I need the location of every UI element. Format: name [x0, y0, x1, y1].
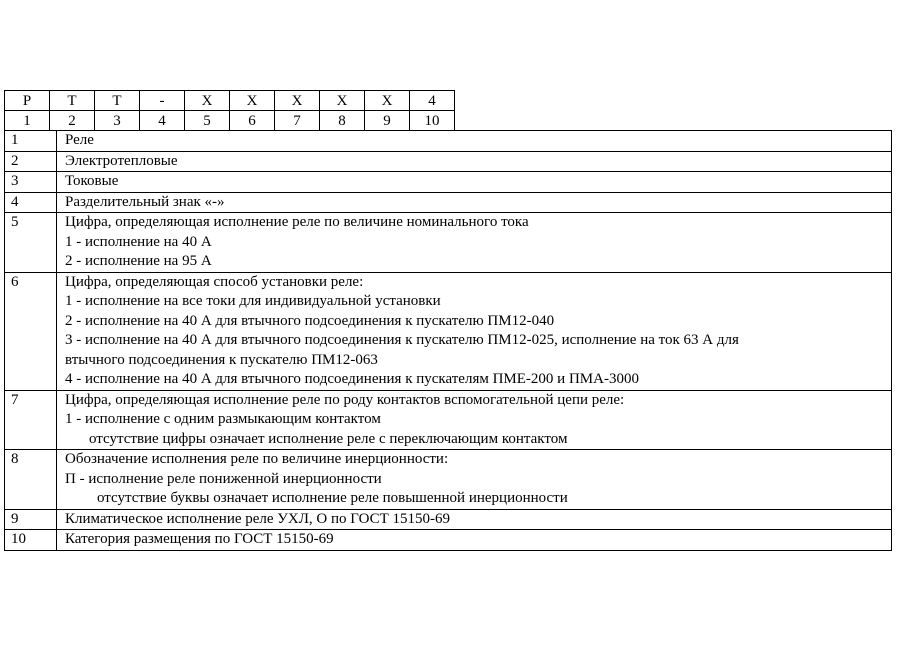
code-position: 5	[185, 111, 230, 131]
code-letter: Х	[320, 91, 365, 111]
row-number: 2	[5, 151, 57, 172]
description-line: Токовые	[65, 173, 119, 189]
code-position: 2	[50, 111, 95, 131]
table-row	[5, 192, 892, 213]
description-line: 2 - исполнение на 40 А для втычного подсоединения к пускателю ПМ12-040	[65, 312, 555, 329]
code-letter: Т	[95, 91, 140, 111]
row-number: 7	[5, 390, 57, 450]
row-description	[57, 272, 892, 390]
description-line: Категория размещения по ГОСТ 15150-69	[65, 531, 334, 547]
code-position: 10	[410, 111, 455, 131]
table-row	[5, 390, 892, 450]
row-number: 8	[5, 450, 57, 510]
code-letter: Х	[365, 91, 410, 111]
description-line: 1 - исполнение на все токи для индивидуальной установки	[65, 293, 441, 309]
description-line: отсутствие цифры означает исполнение реле с переключающим контактом	[89, 430, 568, 447]
code-position: 8	[320, 111, 365, 131]
row-description	[57, 509, 892, 530]
description-line: П - исполнение реле пониженной инерционности	[65, 470, 382, 487]
code-position: 6	[230, 111, 275, 131]
description-line: Цифра, определяющая исполнение реле по величине номинального тока	[65, 214, 529, 230]
description-line: Электротепловые	[65, 152, 178, 169]
table-row	[5, 530, 892, 551]
code-letters-row	[5, 91, 455, 111]
table-row	[5, 213, 892, 273]
code-letter: Х	[230, 91, 275, 111]
row-number: 9	[5, 509, 57, 530]
code-position: 7	[275, 111, 320, 131]
designation-code-table	[4, 90, 455, 131]
code-position: 3	[95, 111, 140, 131]
row-description	[57, 213, 892, 273]
code-letter: -	[140, 91, 185, 111]
row-number: 5	[5, 213, 57, 273]
row-number: 3	[5, 172, 57, 193]
description-line: отсутствие буквы означает исполнение реле повышенной инерционности	[97, 490, 568, 506]
table-row	[5, 172, 892, 193]
row-description	[57, 530, 892, 551]
code-letter: Т	[50, 91, 95, 111]
row-description	[57, 151, 892, 172]
row-description	[57, 450, 892, 510]
row-description	[57, 131, 892, 152]
table-row	[5, 151, 892, 172]
table-row	[5, 272, 892, 390]
row-description	[57, 390, 892, 450]
row-number: 10	[5, 530, 57, 551]
description-line: Разделительный знак «-»	[65, 193, 225, 210]
row-number: 6	[5, 272, 57, 390]
row-description	[57, 172, 892, 193]
description-table	[4, 130, 892, 551]
description-line: втычного подсоединения к пускателю ПМ12-063	[65, 351, 378, 368]
table-row	[5, 450, 892, 510]
table-row	[5, 131, 892, 152]
code-letter: Х	[185, 91, 230, 111]
description-line: Реле	[65, 132, 94, 148]
description-line: Обозначение исполнения реле по величине инерционности:	[65, 451, 449, 467]
description-line: 4 - исполнение на 40 А для втычного подсоединения к пускателям ПМЕ-200 и ПМА-3000	[65, 371, 639, 387]
table-row	[5, 509, 892, 530]
code-position: 4	[140, 111, 185, 131]
row-description	[57, 192, 892, 213]
description-line: Климатическое исполнение реле УХЛ, О по ГОСТ 15150-69	[65, 510, 451, 527]
code-letter: 4	[410, 91, 455, 111]
code-letter: Р	[5, 91, 50, 111]
description-line: 2 - исполнение на 95 А	[65, 253, 212, 269]
row-number: 4	[5, 192, 57, 213]
description-line: 3 - исполнение на 40 А для втычного подсоединения к пускателю ПМ12-025, исполнение на ток 63 А для	[65, 332, 739, 348]
description-line: Цифра, определяющая способ установки реле:	[65, 273, 364, 290]
code-position: 1	[5, 111, 50, 131]
description-line: 1 - исполнение с одним размыкающим контактом	[65, 411, 381, 427]
code-letter: Х	[275, 91, 320, 111]
description-line: Цифра, определяющая исполнение реле по роду контактов вспомогательной цепи реле:	[65, 391, 625, 408]
row-number: 1	[5, 131, 57, 152]
code-positions-row	[5, 111, 455, 131]
code-position: 9	[365, 111, 410, 131]
description-line: 1 - исполнение на 40 А	[65, 233, 212, 250]
